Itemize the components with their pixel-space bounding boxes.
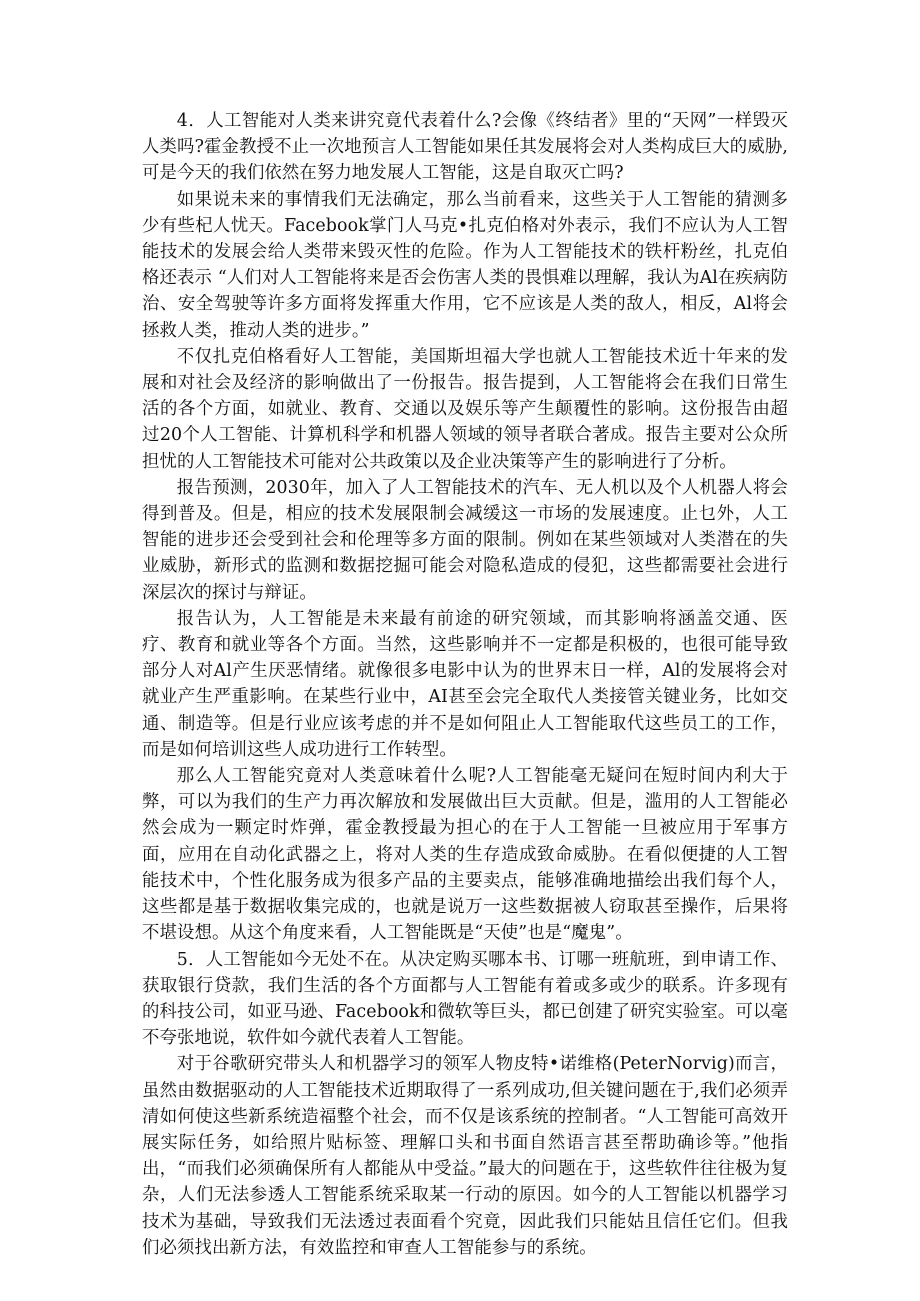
paragraph-2: 如果说未来的事情我们无法确定，那么当前看来，这些关于人工智能的猜测多少有些杞人忧天。Facebook掌门人马克•扎克伯格对外表示，我们不应认为人工智能技术的发展会给人类带来毁灭性的危险。作为人工智能技术的铁杆粉丝，扎克伯格还表示 “人们对人工智能将来是否会伤害人类的畏惧难以理解，我认为Al在疾病防治、安全驾驶等许多方面将发挥重大作用，它不应该是人类的敌人，相反，Al将会拯救人类，推动人类的进步。” — [142, 189, 788, 341]
paragraph-3: 不仅扎克伯格看好人工智能，美国斯坦福大学也就人工智能技术近十年来的发展和对社会及经济的影响做出了一份报告。报告提到，人工智能将会在我们日常生活的各个方面，如就业、教育、交通以及娱乐等产生颠覆性的影响。这份报告由超过20个人工智能、计算机科学和机器人领域的领导者联合著成。报告主要对公众所担忧的人工智能技术可能对公共政策以及企业决策等产生的影响进行了分析。 — [142, 346, 788, 472]
paragraph-5: 报告认为，人工智能是未来最有前途的研究领域，而其影响将涵盖交通、医疗、教育和就业等各个方面。当然，这些影响并不一定都是积极的，也很可能导致部分人对Al产生厌恶情绪。就像很多电影中认为的世界末日一样，Al的发展将会对就业产生严重影响。在某些行业中，AI甚至会完全取代人类接管关键业务，比如交通、制造等。但是行业应该考虑的并不是如何阻止人工智能取代这些员工的工作，而是如何培训这些人成功进行工作转型。 — [142, 608, 788, 760]
paragraph-7: 5．人工智能如今无处不在。从决定购买哪本书、订哪一班航班，到申请工作、获取银行贷款，我们生活的各个方面都与人工智能有着或多或少的联系。许多现有的科技公司，如亚马逊、Facebook和微软等巨头，都已创建了研究实验室。可以毫不夸张地说，软件如今就代表着人工智能。 — [142, 949, 788, 1049]
document-body — [142, 108, 788, 1261]
paragraph-4: 报告预测，2030年，加入了人工智能技术的汽车、无人机以及个人机器人将会得到普及。但是，相应的技术发展限制会减缓这一市场的发展速度。止乜外，人工智能的进步还会受到社会和伦理等多方面的限制。例如在某些领域对人类潜在的失业威胁，新形式的监测和数据挖掘可能会对隐私造成的侵犯，这些都需要社会进行深层次的探讨与辩证。 — [142, 477, 788, 603]
paragraph-6: 那么人工智能究竟对人类意味着什么呢?人工智能毫无疑问在短时间内利大于弊，可以为我们的生产力再次解放和发展做出巨大贡献。但是，滥用的人工智能必然会成为一颗定时炸弹，霍金教授最为担心的在于人工智能一旦被应用于军事方面，应用在自动化武器之上，将对人类的生存造成致命威胁。在看似便捷的人工智能技术中，个性化服务成为很多产品的主要卖点，能够准确地描绘出我们每个人，这些都是基于数据收集完成的，也就是说万一这些数据被人窃取甚至操作，后果将不堪设想。从这个角度来看，人工智能既是“天使”也是“魔鬼”。 — [142, 766, 788, 944]
paragraph-1: 4．人工智能对人类来讲究竟代表着什么?会像《终结者》里的“天网”一样毁灭人类吗?霍金教授不止一次地预言人工智能如果任其发展将会对人类构成巨大的威胁,可是今天的我们依然在努力地发展人工智能，这是自取灭亡吗? — [142, 111, 788, 184]
paragraph-8: 对于谷歌研究带头人和机器学习的领军人物皮特•诺维格(PeterNorvig)而言，虽然由数据驱动的人工智能技术近期取得了一系列成功,但关键问题在于,我们必须弄清如何使这些新系统造福整个社会，而不仅是该系统的控制者。“人工智能可高效开展实际任务，如给照片贴标签、理解口头和书面自然语言甚至帮助确诊等。”他指出，“而我们必须确保所有人都能从中受益。”最大的问题在于，这些软件往往极为复杂，人们无法参透人工智能系统采取某一行动的原因。如今的人工智能以机器学习技术为基础，导致我们无法透过表面看个究竟，因此我们只能姑且信任它们。但我们必须找出新方法，有效监控和审查人工智能参与的系统。 — [142, 1054, 788, 1258]
